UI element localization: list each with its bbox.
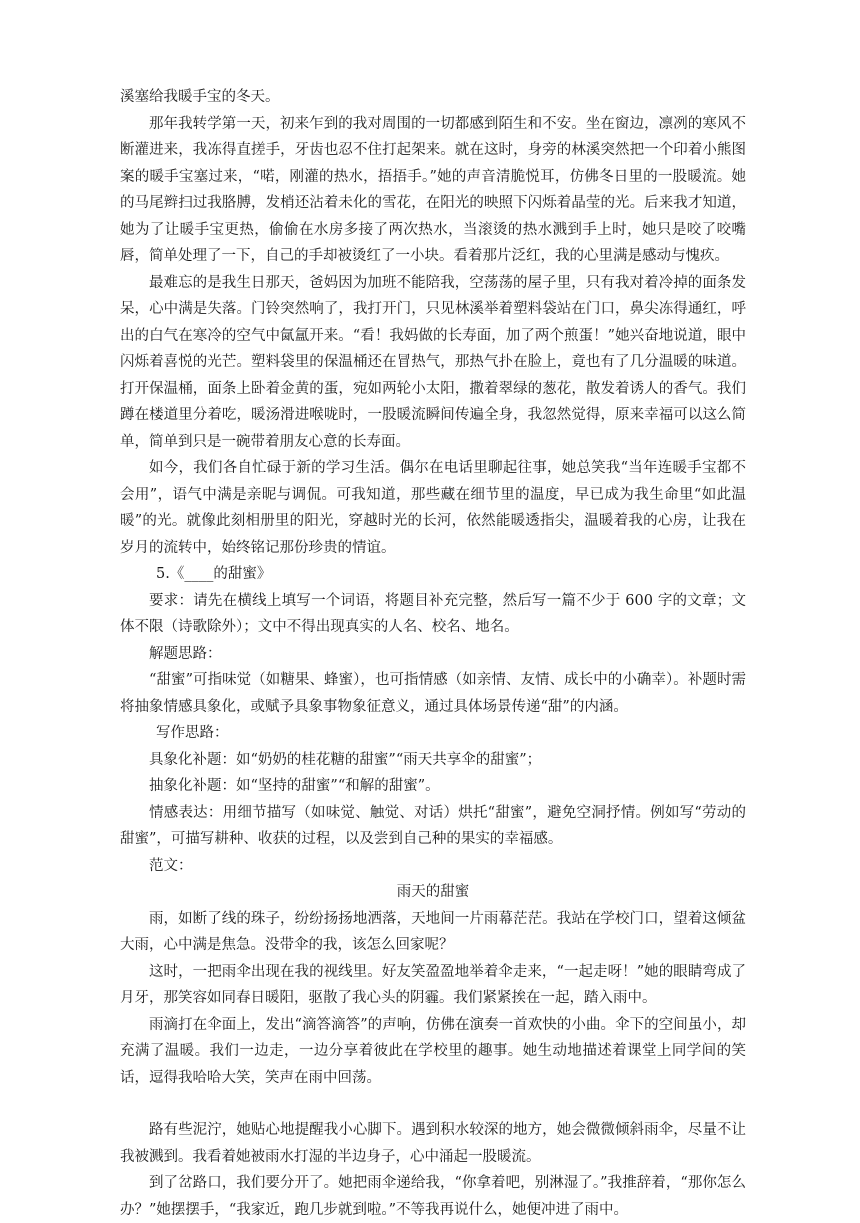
sample-heading: 范文： — [149, 857, 193, 874]
essay1-paragraph-1: 那年我转学第一天，初来乍到的我对周围的一切都感到陌生和不安。坐在窗边，凛冽的寒风不断灌进来，我冻得直搓手，牙齿也忍不住打起架来。就在这时，身旁的林溪突然把一个印着小熊图案的暖手宝塞过来，“喏，刚灌的热水，捂捂手。”她的声音清脆悦耳，仿佛冬日里的一股暖流。她的马尾辫扫过我胳膊，发梢还沾着未化的雪花，在阳光的映照下闪烁着晶莹的光。后来我才知道，她为了让暖手宝更热，偷偷在水房多接了两次热水，当滚烫的热水溅到手上时，她只是咬了咬嘴唇，简单处理了一下，自己的手却被烫红了一小块。看着那片泛红，我的心里满是感动与愧疚。 — [120, 115, 746, 264]
essay2-paragraph-4: 路有些泥泞，她贴心地提醒我小心脚下。遇到积水较深的地方，她会微微倾斜雨伞，尽量不让我被溅到。我看着她被雨水打湿的半边身子，心中涌起一股暖流。 — [120, 1122, 746, 1165]
concrete-title-tip: 具象化补题：如“奶奶的桂花糖的甜蜜”“雨天共享伞的甜蜜”； — [149, 751, 542, 768]
analysis-heading: 解题思路： — [149, 645, 222, 662]
essay2-paragraph-5: 到了岔路口，我们要分开了。她把雨伞递给我，“你拿着吧，别淋湿了。”我推辞着，“那你怎么办？”她摆摆手，“我家近，跑几步就到啦。”不等我再说什么，她便冲进了雨中。 — [120, 1175, 746, 1218]
question-5-requirement: 要求：请先在横线上填写一个词语，将题目补充完整，然后写一篇不少于 600 字的文章；文体不限（诗歌除外）；文中不得出现真实的人名、校名、地名。 — [120, 592, 746, 635]
essay2-paragraph-1: 雨，如断了线的珠子，纷纷扬扬地洒落，天地间一片雨幕茫茫。我站在学校门口，望着这倾盆大雨，心中满是焦急。没带伞的我，该怎么回家呢？ — [120, 910, 746, 953]
document-page — [120, 84, 746, 1223]
analysis-text: “甜蜜”可指味觉（如糖果、蜂蜜），也可指情感（如亲情、友情、成长中的小确幸）。补题时需将抽象情感具象化，或赋予具象事物象征意义，通过具体场景传递“甜”的内涵。 — [120, 672, 746, 715]
emotion-tip: 情感表达：用细节描写（如味觉、触觉、对话）烘托“甜蜜”，避免空洞抒情。例如写“劳动的甜蜜”，可描写耕种、收获的过程，以及尝到自己种的果实的幸福感。 — [120, 804, 746, 847]
blank-gap — [120, 1091, 746, 1117]
question-5-title: 5.《____的甜蜜》 — [156, 566, 272, 582]
essay1-paragraph-3: 如今，我们各自忙碌于新的学习生活。偶尔在电话里聊起往事，她总笑我“当年连暖手宝都不会用”，语气中满是亲昵与调侃。可我知道，那些藏在细节里的温度，早已成为我生命里“如此温暖”的光。就像此刻相册里的阳光，穿越时光的长河，依然能暖透指尖，温暖着我的心房，让我在岁月的流转中，始终铭记那份珍贵的情谊。 — [120, 460, 746, 556]
essay1-paragraph-0: 溪塞给我暖手宝的冬天。 — [120, 89, 280, 105]
abstract-title-tip: 抽象化补题：如“坚持的甜蜜”“和解的甜蜜”。 — [149, 778, 440, 794]
essay2-paragraph-2: 这时，一把雨伞出现在我的视线里。好友笑盈盈地举着伞走来，“一起走呀！”她的眼睛弯成了月牙，那笑容如同春日暖阳，驱散了我心头的阴霾。我们紧紧挨在一起，踏入雨中。 — [120, 963, 746, 1006]
sample-essay-title: 雨天的甜蜜 — [396, 884, 470, 900]
essay1-paragraph-2: 最难忘的是我生日那天，爸妈因为加班不能陪我，空荡荡的屋子里，只有我对着冷掉的面条发呆，心中满是失落。门铃突然响了，我打开门，只见林溪举着塑料袋站在门口，鼻尖冻得通红，呼出的白气在寒冷的空气中氤氲开来。“看！我妈做的长寿面，加了两个煎蛋！”她兴奋地说道，眼中闪烁着喜悦的光芒。塑料袋里的保温桶还在冒热气，那热气扑在脸上，竟也有了几分温暖的味道。打开保温桶，面条上卧着金黄的蛋，宛如两轮小太阳，撒着翠绿的葱花，散发着诱人的香气。我们蹲在楼道里分着吃，暖汤滑进喉咙时，一股暖流瞬间传遍全身，我忽然觉得，原来幸福可以这么简单，简单到只是一碗带着朋友心意的长寿面。 — [120, 274, 746, 450]
writing-heading: 写作思路： — [156, 725, 229, 741]
essay2-paragraph-3: 雨滴打在伞面上，发出“滴答滴答”的声响，仿佛在演奏一首欢快的小曲。伞下的空间虽小，却充满了温暖。我们一边走，一边分享着彼此在学校里的趣事。她生动地描述着课堂上同学间的笑话，逗得我哈哈大笑，笑声在雨中回荡。 — [120, 1016, 746, 1086]
